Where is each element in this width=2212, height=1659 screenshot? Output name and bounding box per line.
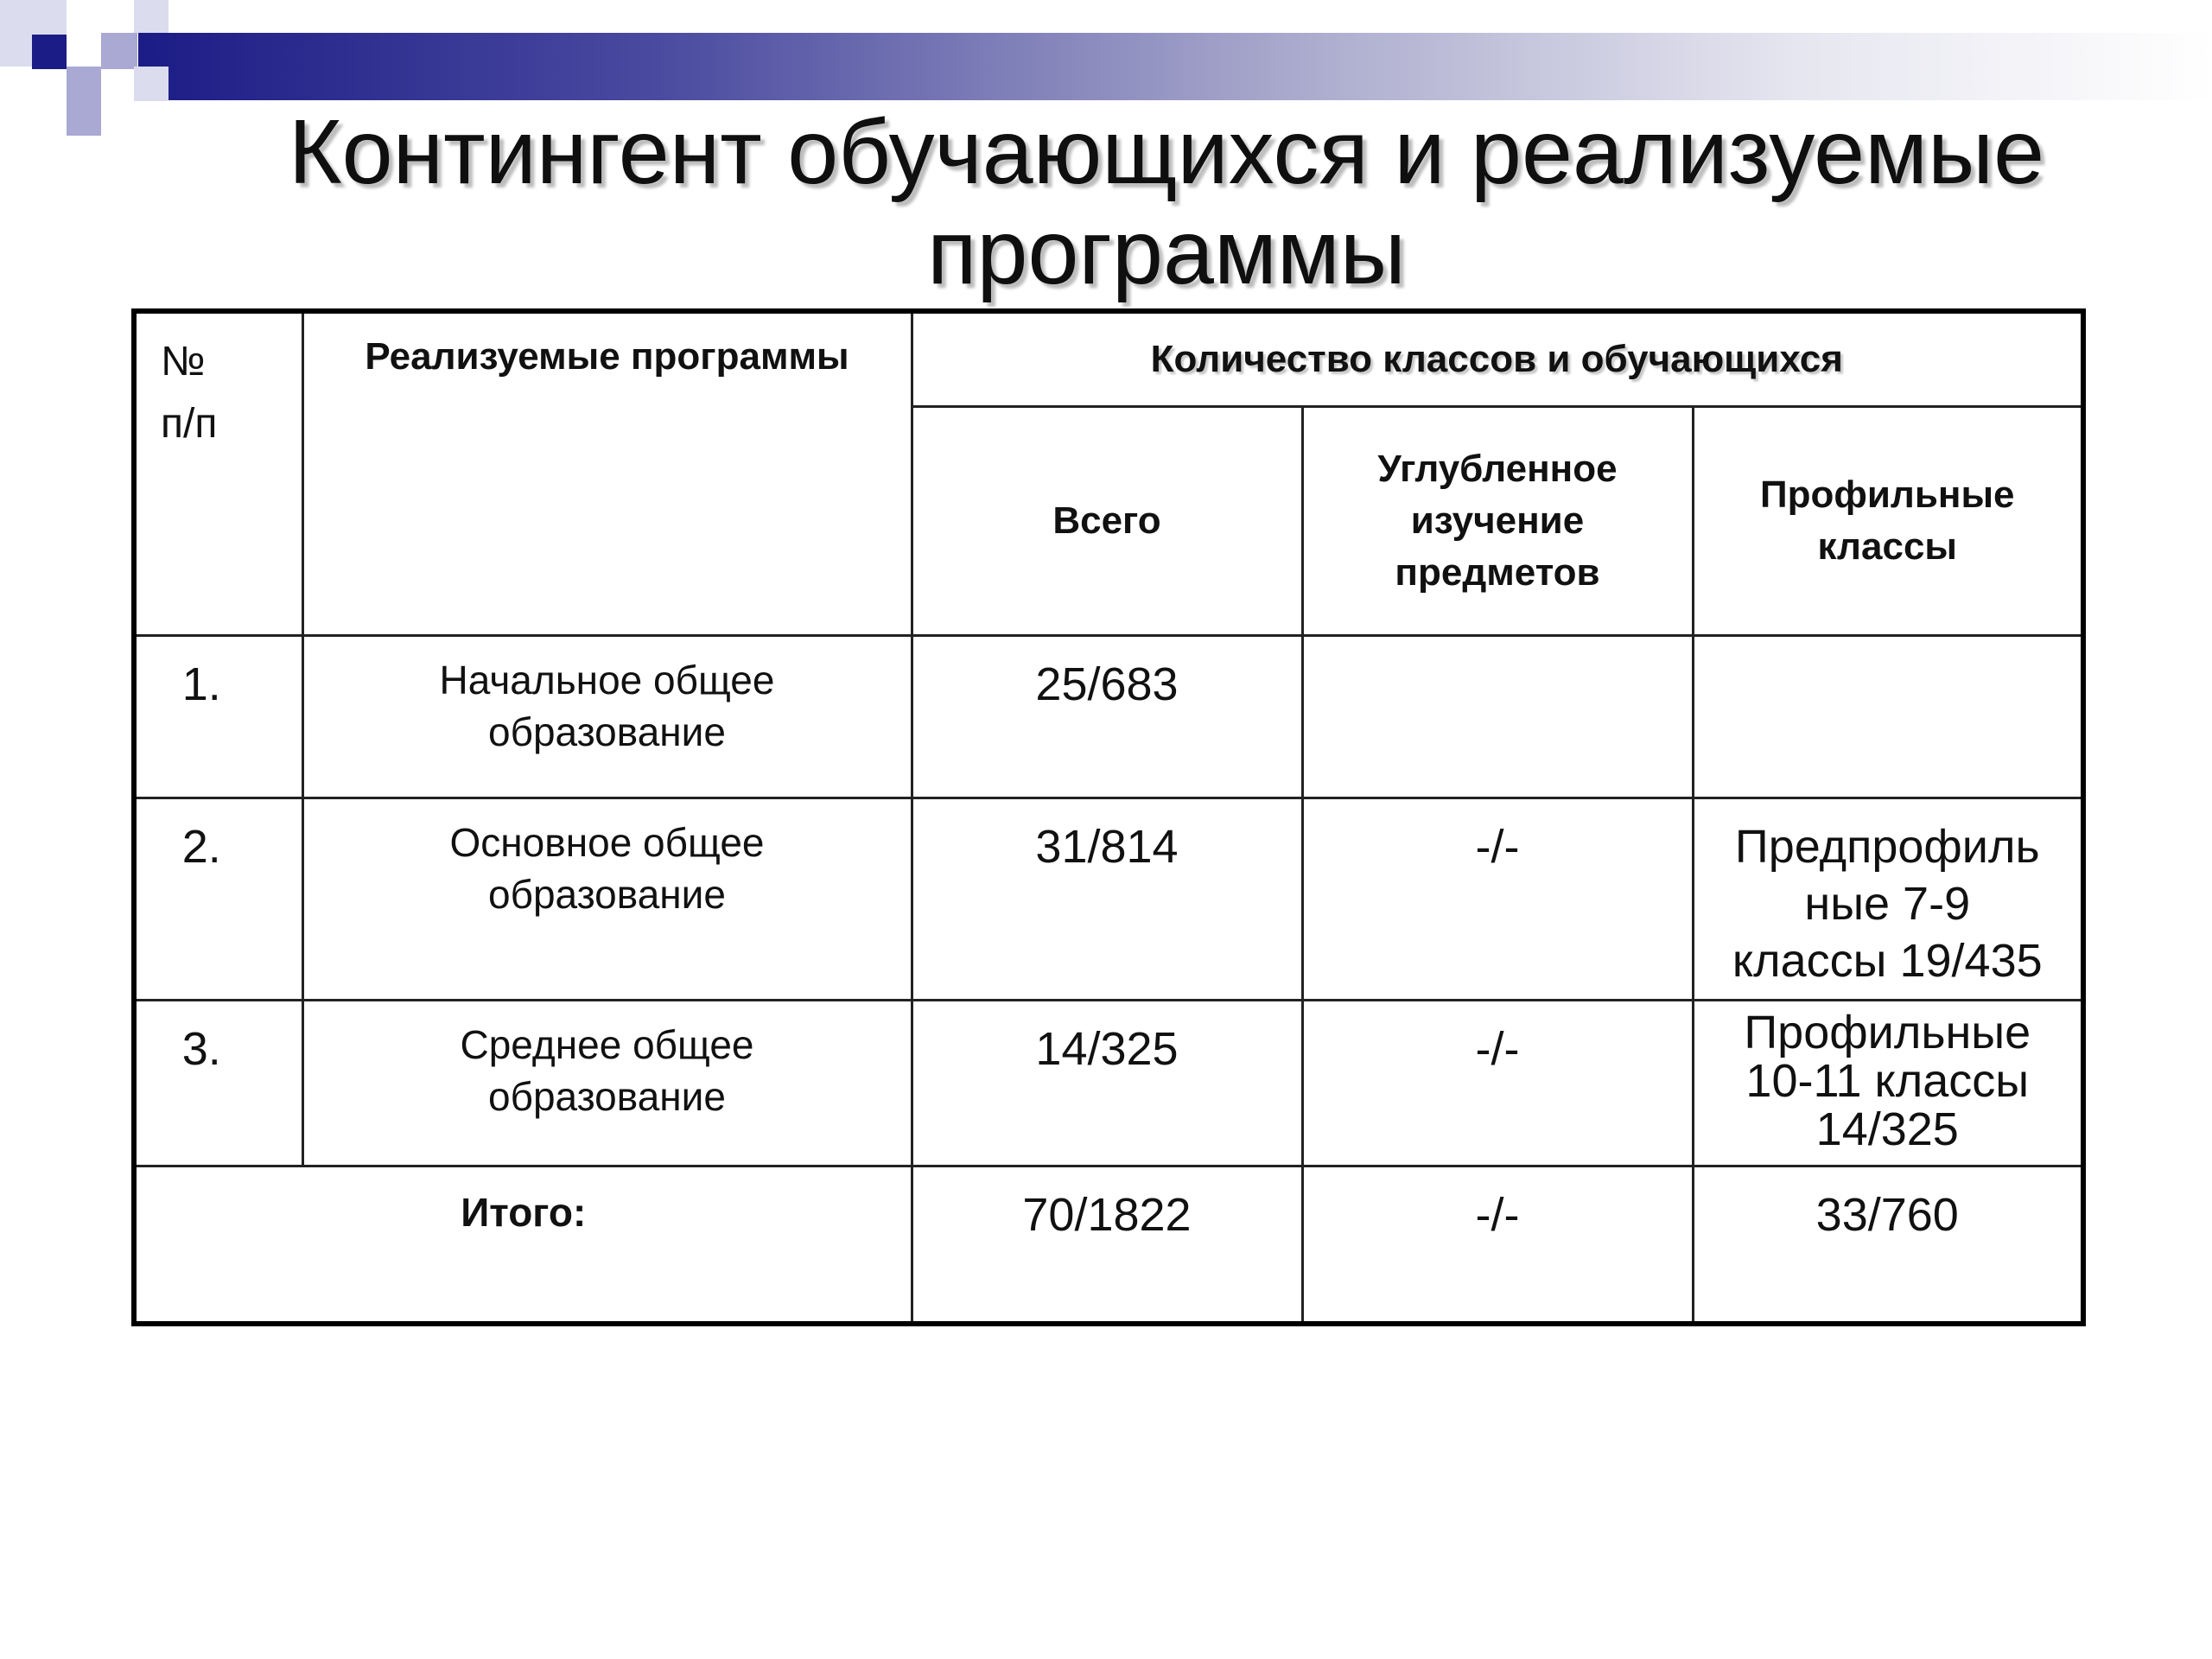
row-program: Основное общее образование [302, 798, 912, 1000]
header-programs: Реализуемые программы [302, 311, 912, 635]
row-profile: Предпрофиль ные 7-9 классы 19/435 [1693, 798, 2083, 1000]
summary-advanced: -/- [1302, 1166, 1693, 1324]
row-advanced: -/- [1302, 1000, 1693, 1166]
table-summary-row [134, 1166, 2083, 1324]
slide-title [173, 102, 2160, 302]
row-num: 1. [134, 635, 302, 798]
row-program: Среднее общее образование [302, 1000, 912, 1166]
slide-title-line2: программы [927, 201, 1406, 303]
row-total: 25/683 [912, 635, 1302, 798]
row-num: 2. [134, 798, 302, 1000]
decor-square [134, 0, 168, 33]
header-num: № п/п [134, 311, 302, 635]
slide-title-line1: Контингент обучающихся и реализуемые [288, 101, 2045, 203]
decor-square [67, 101, 101, 136]
row-program: Начальное общее образование [302, 635, 912, 798]
row-total: 31/814 [912, 798, 1302, 1000]
students-programs-table [131, 308, 2086, 1326]
header-advanced-study: Углубленное изучение предметов [1302, 406, 1693, 635]
row-total: 14/325 [912, 1000, 1302, 1166]
header-profile-classes: Профильные классы [1693, 406, 2083, 635]
row-advanced [1302, 635, 1693, 798]
header-classes-students: Количество классов и обучающихся [912, 311, 2083, 406]
summary-profile: 33/760 [1693, 1166, 2083, 1324]
row-advanced: -/- [1302, 798, 1693, 1000]
row-profile [1693, 635, 2083, 798]
decor-square [101, 33, 137, 69]
summary-label: Итого: [134, 1166, 912, 1324]
decor-square [134, 67, 168, 101]
header-total: Всего [912, 406, 1302, 635]
decor-square [67, 67, 101, 101]
row-profile: Профильные 10-11 классы 14/325 [1693, 1000, 2083, 1166]
table-header-row [134, 311, 2083, 406]
summary-total: 70/1822 [912, 1166, 1302, 1324]
decor-square [32, 35, 67, 69]
header-gradient-bar [138, 33, 2212, 100]
table-row [134, 798, 2083, 1000]
table-row [134, 635, 2083, 798]
row-num: 3. [134, 1000, 302, 1166]
table-row [134, 1000, 2083, 1166]
